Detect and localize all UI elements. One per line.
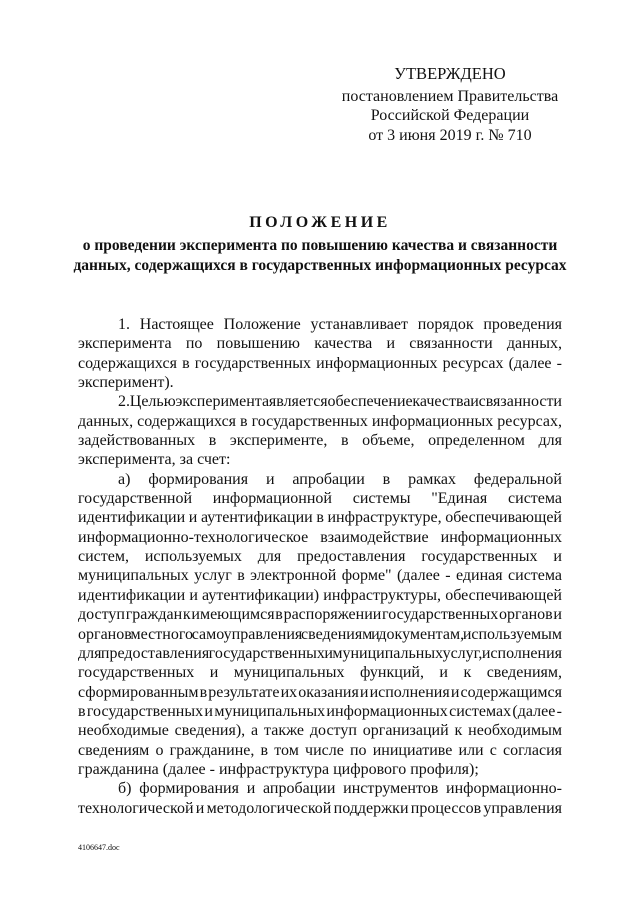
paragraph [78,470,562,780]
paragraph-line: 2. Целью эксперимента является обеспечение качества и связанности [118,393,562,411]
paragraph-line: гражданина (далее - инфраструктура цифрового профиля); [78,760,479,778]
paragraph-line: эксперимента, за счет: [78,451,231,469]
paragraph-line: эксперимента по повышению качества и связанности данных, [78,335,562,353]
paragraph-line: сформированным в результате их оказания и исполнения и содержащимся [78,683,562,701]
paragraph-line: информационно-технологическое взаимодействие информационных [78,528,562,546]
paragraph-line: задействованных в эксперименте, в объеме, определенном для [78,432,562,450]
paragraph-line: систем, используемых для предоставления государственных и [78,548,562,566]
paragraph-line: 1. Настоящее Положение устанавливает порядок проведения [118,316,562,333]
paragraph [78,392,562,469]
approval-line: Российской Федерации [370,107,530,124]
paragraph-line: органов местного самоуправления сведениям и документам, используемым [78,625,563,643]
document-subtitle [20,236,620,276]
paragraph-line: государственных и муниципальных функций, и к сведениям, [78,664,562,682]
paragraph-line: идентификации и аутентификации в инфраструктуре, обеспечивающей [78,509,562,527]
paragraph-line: эксперимент). [78,374,174,392]
paragraph-line: идентификации и аутентификации) инфраструктуры, обеспечивающей [78,586,562,604]
approval-heading: УТВЕРЖДЕНО [394,64,506,83]
paragraph-line: а) формирования и апробации в рамках федеральной [118,470,562,488]
subtitle-line: о проведении эксперимента по повышению качества и связанности [82,237,558,254]
file-name-footer: 4106647.doc [78,843,120,852]
paragraph-line: сведениям о гражданине, в том числе по инициативе или с согласия [78,741,562,759]
subtitle-line: данных, содержащихся в государственных информационных ресурсах [73,257,567,274]
paragraph-line: содержащихся в государственных информационных ресурсах (далее - [78,354,562,372]
approval-block [310,64,590,145]
paragraph-line: необходимые сведения), а также доступ организаций к необходимым [78,722,562,740]
paragraph [78,779,562,818]
paragraph-line: для предоставления государственных и муниципальных услуг, исполнения [78,644,562,662]
paragraph-line: б) формирования и апробации инструментов информационно- [118,780,562,798]
paragraph-line: данных, содержащихся в государственных информационных ресурсах, [78,412,562,430]
paragraph-line: в государственных и муниципальных информационных системах (далее - [78,702,562,720]
document-title: ПОЛОЖЕНИЕ [249,214,391,231]
paragraph-line: государственной информационной системы "Единая система [78,490,562,508]
paragraph-line: технологической и методологической поддержки процессов управления [78,799,562,817]
paragraph [78,315,562,392]
approval-line: постановлением Правительства [341,87,559,105]
document-body [78,315,562,818]
approval-line: от 3 июня 2019 г. № 710 [368,126,532,144]
paragraph-line: доступ граждан к имеющимся в распоряжении государственных органов и [78,606,562,624]
paragraph-line: муниципальных услуг в электронной форме" (далее - единая система [78,567,562,585]
